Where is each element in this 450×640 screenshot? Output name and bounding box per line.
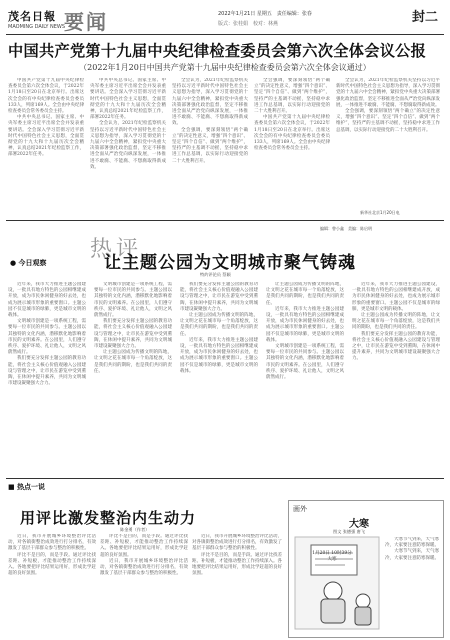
section-title: 要闻 (64, 10, 108, 34)
cartoon-text: 大寒节气到来，天气寒冷，大家要注意防寒保暖。 大寒节气到来，天气寒冷，大家要注意防寒保暖。 (385, 537, 439, 561)
cartoon-author: 图文 张德强 唐飞 (333, 529, 365, 534)
editor-line: 版式：张桂娟 校对：林燕 (218, 21, 279, 27)
lead-column-1: 中国共产党第十九届中央纪律检查委员会第六次全体会议，于2022年1月18日至20日在北京举行。出席这次全会的有中央纪律检查委员会委员133人，列席169人。全会由中央纪律检查委员会常务委员会主持。 中共中央总书记、国家主席、中央军委主席习近平出席全会并发表重要讲话。全会深入学习贯彻习近平新时代中国特色社会主义思想，全面贯彻党的十九大和十九届历次全会精神，认真总结2021年纪检监察工作，部署2022年任务。 (8, 78, 84, 158)
opinion-author: 特约评论员 蔡颖 (200, 272, 231, 277)
opinion-column-3: 我们要充分发挥主题公园的教育功能，将社会主义核心价值观融入公园建设与管理之中，让市民在游览中受到熏陶，在休闲中提升素养，共同为文明城市建设凝聚强大合力。 让主题公园成为传播文明的阵地，让文明之花在城市每一个角落绽放，这是我们共同的期盼，也是我们共同的责任。 近年来，我市大力推进主题公园建设，一批具有地方特色的公园相继建成开放，成为市民休闲健身的好去处，也成为展示城市形象的重要窗口。主题公园不仅是城市的绿肺，更是城市文明的载体。 (180, 282, 258, 374)
cartoon-illustration (293, 535, 381, 631)
opinion-section-title: 热评 (90, 237, 143, 262)
opinion-headline: 让主题公园为文明城市聚气铸魂 (104, 253, 356, 273)
lead-byline: 新华社北京1月20日电 (360, 210, 400, 215)
second-column-2: 评比不是目的，而是手段。通过评比找差距、补短板，才能推动整治工作持续深入。各地要把评比结果运用好，形成比学赶超的良好氛围。 近日，我市开展城乡环境整治评比活动，对各镇街整治成效进行打分排名，有效激发了基层干部群众参与整治的积极性。 (100, 534, 188, 577)
bullet-icon: ● (10, 259, 17, 267)
second-column-3: 近日，我市开展城乡环境整治评比活动，对各镇街整治成效进行打分排名，有效激发了基层干部群众参与整治的积极性。 评比不是目的，而是手段。通过评比找差距、补短板，才能推动整治工作持续深入。各地要把评比结果运用好，形成比学赶超的良好氛围。 (192, 534, 282, 577)
cartoon-title: 大寒 (349, 519, 369, 530)
lead-column-3: 全会认为，2021年纪检监察机关坚持以习近平新时代中国特色社会主义思想为指导，深入学习贯彻党的十九届六中全会精神，紧扣党中央重大决策部署强化政治监督，坚定不移推进全面从严治党向纵深发展，一体推进不敢腐、不能腐、不想腐取得新成效。 全会强调，要深刻领悟“两个确立”的决定性意义，增强“四个意识”、坚定“四个自信”、做到“两个维护”，坚持严的主基调不动摇，坚持稳中求进工作总基调，以实际行动迎接党的二十大胜利召开。 (172, 78, 248, 164)
lead-column-2: 中共中央总书记、国家主席、中央军委主席习近平出席全会并发表重要讲话。全会深入学习贯彻习近平新时代中国特色社会主义思想，全面贯彻党的十九大和十九届历次全会精神，认真总结2021年纪检监察工作，部署2022年任务。 全会认为，2021年纪检监察机关坚持以习近平新时代中国特色社会主义思想为指导，深入学习贯彻党的十九届六中全会精神，紧扣党中央重大决策部署强化政治监督，坚定不移推进全面从严治党向纵深发展，一体推进不敢腐、不能腐、不想腐取得新成效。 (90, 78, 166, 170)
hot-topic-badge: ■ 热点一说 (8, 483, 46, 491)
opinion-column-5: 近年来，我市大力推进主题公园建设，一批具有地方特色的公园相继建成开放，成为市民休闲健身的好去处，也成为展示城市形象的重要窗口。主题公园不仅是城市的绿肺，更是城市文明的载体。 让主题公园成为传播文明的阵地，让文明之花在城市每一个角落绽放，这是我们共同的期盼，也是我们共同的责任。 我们要充分发挥主题公园的教育功能，将社会主义核心价值观融入公园建设与管理之中，让市民在游览中受到熏陶，在休闲中提升素养，共同为文明城市建设凝聚强大合力。 (352, 282, 440, 362)
cartoon-box (288, 500, 444, 638)
second-author: 陈金勇（作者） (120, 527, 150, 532)
section-divider-2 (6, 478, 444, 479)
lead-column-4: 全会强调，要深刻领悟“两个确立”的决定性意义，增强“四个意识”、坚定“四个自信”、做到“两个维护”，坚持严的主基调不动摇，坚持稳中求进工作总基调，以实际行动迎接党的二十大胜利召开。 中国共产党第十九届中央纪律检查委员会第六次全体会议，于2022年1月18日至20日在北京举行。出席这次全会的有中央纪律检查委员会委员133人，列席169人。全会由中央纪律检查委员会常务委员会主持。 (254, 78, 330, 152)
date-line: 2022年1月21日 星期五 责任编辑：张春 (218, 11, 312, 17)
second-headline: 用评比激发整治内生动力 (20, 509, 197, 527)
page-label: 封二 (412, 10, 439, 25)
lead-column-5: 全会认为，2021年纪检监察机关坚持以习近平新时代中国特色社会主义思想为指导，深入学习贯彻党的十九届六中全会精神，紧扣党中央重大决策部署强化政治监督，坚定不移推进全面从严治党向纵深发展，一体推进不敢腐、不能腐、不想腐取得新成效。 全会强调，要深刻领悟“两个确立”的决定性意义，增强“四个意识”、坚定“四个自信”、做到“两个维护”，坚持严的主基调不动摇，坚持稳中求进工作总基调，以实际行动迎接党的二十大胜利召开。 (336, 78, 440, 133)
today-observe-badge: ● 今日观察 (10, 259, 47, 267)
masthead-rule (6, 34, 444, 35)
opinion-column-2: 文明城市创建是一项系统工程，需要每一位市民的共同参与。主题公园以其独特的文化内涵，潜移默化地影响着市民的文明素养。在公园里，人们遵守秩序、爱护环境、礼让他人，文明之风蔚然成行。 我们要充分发挥主题公园的教育功能，将社会主义核心价值观融入公园建设与管理之中，让市民在游览中受到熏陶，在休闲中提升素养，共同为文明城市建设凝聚强大合力。 让主题公园成为传播文明的阵地，让文明之花在城市每一个角落绽放，这是我们共同的期盼，也是我们共同的责任。 (94, 282, 172, 374)
square-icon: ■ (8, 483, 15, 491)
second-column-1: 近日，我市开展城乡环境整治评比活动，对各镇街整治成效进行打分排名，有效激发了基层干部群众参与整治的积极性。 评比不是目的，而是手段。通过评比找差距、补短板，才能推动整治工作持续深入。各地要把评比结果运用好，形成比学赶超的良好氛围。 (8, 534, 96, 577)
opinion-column-1: 近年来，我市大力推进主题公园建设，一批具有地方特色的公园相继建成开放，成为市民休闲健身的好去处，也成为展示城市形象的重要窗口。主题公园不仅是城市的绿肺，更是城市文明的载体。 文明城市创建是一项系统工程，需要每一位市民的共同参与。主题公园以其独特的文化内涵，潜移默化地影响着市民的文明素养。在公园里，人们遵守秩序、爱护环境、礼让他人，文明之风蔚然成行。 我们要充分发挥主题公园的教育功能，将社会主义核心价值观融入公园建设与管理之中，让市民在游览中受到熏陶，在休闲中提升素养，共同为文明城市建设凝聚强大合力。 (8, 282, 86, 387)
lead-headline: 中国共产党第十九届中央纪律检查委员会第六次全体会议公报 (8, 42, 427, 60)
opinion-column-4: 让主题公园成为传播文明的阵地，让文明之花在城市每一个角落绽放，这是我们共同的期盼，也是我们共同的责任。 近年来，我市大力推进主题公园建设，一批具有地方特色的公园相继建成开放，成为市民休闲健身的好去处，也成为展示城市形象的重要窗口。主题公园不仅是城市的绿肺，更是城市文明的载体。 文明城市创建是一项系统工程，需要每一位市民的共同参与。主题公园以其独特的文化内涵，潜移默化地影响着市民的文明素养。在公园里，人们遵守秩序、爱护环境、礼让他人，文明之风蔚然成行。 (266, 282, 344, 381)
newspaper-logo-english: MAOMING DAILY NEWS (8, 24, 66, 30)
opinion-meta: 编辑：曾小鑫 美编：陈启明 (320, 226, 372, 231)
cartoon-label: 画外 (293, 505, 307, 513)
newspaper-logo: 茂名日報 (8, 10, 56, 23)
cartoon-calendar-text: 1月20日 10时39分 大寒 (312, 551, 352, 562)
lead-subhead: （2022年1月20日中国共产党第十九届中央纪律检查委员会第六次全体会议通过） (79, 63, 371, 72)
section-divider (6, 220, 444, 221)
